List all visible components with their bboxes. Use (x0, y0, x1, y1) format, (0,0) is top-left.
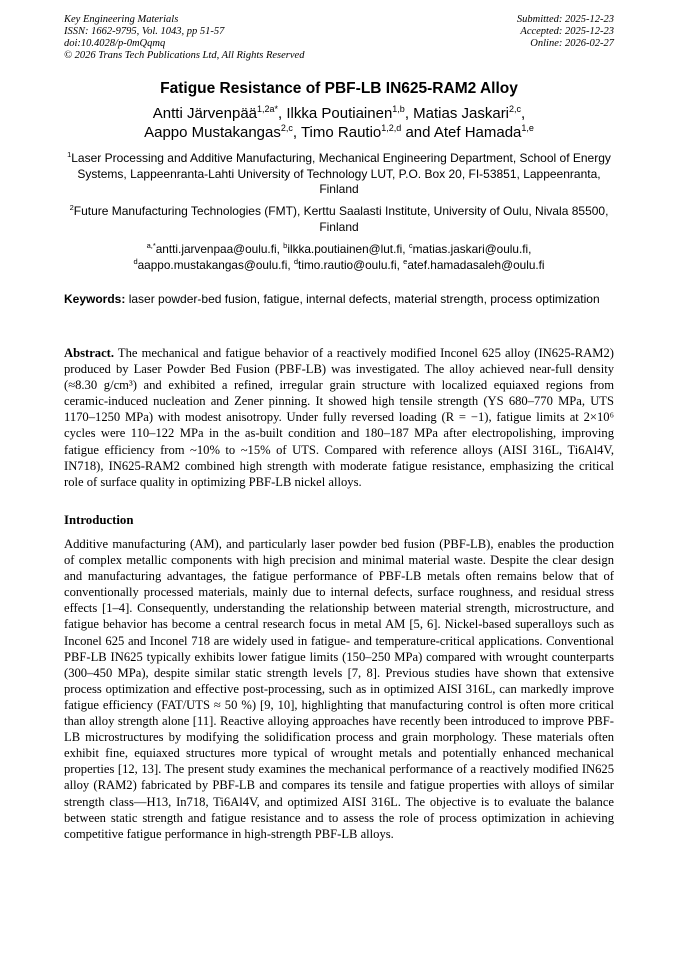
journal-issn: ISSN: 1662-9795, Vol. 1043, pp 51-57 (64, 26, 225, 37)
email-separator: , (402, 242, 409, 256)
email-address[interactable]: matias.jaskari@oulu.fi (412, 242, 529, 256)
email-separator: , (276, 242, 284, 256)
author-affiliation-mark: 2,c (280, 123, 293, 133)
email-separator: , (287, 258, 294, 272)
author-affiliation-mark: 1,e (521, 123, 534, 133)
email-mark: e (403, 257, 408, 266)
author-line-2 (144, 124, 534, 141)
affiliation-number: 1 (67, 150, 72, 159)
email-mark: a,* (146, 241, 156, 250)
author-separator: and (401, 124, 434, 141)
journal-name: Key Engineering Materials (64, 14, 179, 25)
email-address[interactable]: timo.rautio@oulu.fi (298, 258, 397, 272)
introduction-heading: Introduction (64, 513, 134, 527)
email-mark: b (283, 241, 288, 250)
email-address[interactable]: antti.jarvenpaa@oulu.fi (155, 242, 277, 256)
affiliation-text: Laser Processing and Additive Manufacturing, Mechanical Engineering Department, School of Energy Systems, Lappeenranta-Lahti University of Technology LUT, P.O. Box 20, FI-53851, Lappeenranta, Finland (71, 151, 611, 196)
abstract (64, 345, 614, 490)
author-name: Ilkka Poutiainen (286, 105, 393, 122)
keywords-text: laser powder-bed fusion, fatigue, internal defects, material strength, process optimization (128, 292, 600, 306)
author-name: Timo Rautio (300, 124, 382, 141)
author-separator: , (292, 124, 301, 141)
copyright-notice: © 2026 Trans Tech Publications Ltd, All Rights Reserved (64, 50, 305, 61)
author-list (64, 104, 614, 142)
author-name: Matias Jaskari (413, 105, 510, 122)
author-line-1 (153, 105, 525, 122)
author-affiliation-mark: 1,b (392, 104, 405, 114)
email-address[interactable]: ilkka.poutiainen@lut.fi (287, 242, 403, 256)
email-mark: c (408, 241, 413, 250)
author-affiliation-mark: 2,c (509, 104, 522, 114)
email-mark: d (133, 257, 138, 266)
affiliation-number: 2 (69, 203, 74, 212)
email-separator: , (528, 242, 532, 256)
online-date: Online: 2026-02-27 (530, 38, 614, 49)
author-affiliation-mark: 1,2,d (381, 123, 402, 133)
introduction-text: Additive manufacturing (AM), and particularly laser powder bed fusion (PBF-LB), enables the production of complex metallic components with high precision and minimal material waste. Despite the clear design and manufacturing advantages, the fatigue performance of PBF-LB metals often remains below that of conventionally processed materials, mainly due to internal defects, surface roughness, and residual stress effects [1–4]. Consequently, understanding the relationship between material strength, microstructure, and fatigue behavior has become a central research focus in metal AM [5, 6]. Nickel-based superalloys such as Inconel 625 and Inconel 718 are widely used in fatigue- and temperature-critical applications. Conventional PBF-LB IN625 typically exhibits lower fatigue limits (150–250 MPa) compared with wrought counterparts (300–450 MPa), despite similar static strength levels [7, 8]. Previous studies have shown that extensive process optimization and effective post-processing, such as in optimized AISI 316L, can markedly improve fatigue efficiency (FAT/UTS ≈ 50 %) [9, 10], highlighting that manufacturing control is often more critical than alloy strength alone [11]. Reactive alloying approaches have recently been introduced to improve PBF-LB microstructures by modifying the solidification process and grain morphology. These materials often exhibit fine, equiaxed structures more typical of wrought metals and potentially enhanced mechanical properties [12, 13]. The present study examines the mechanical performance of a reactively modified IN625 alloy (RAM2) fabricated by PBF-LB and compares its tensile and fatigue properties with alloys of similar strength class—H13, In718, Ti6Al4V, and optimized AISI 316L. The objective is to evaluate the balance between static strength and fatigue resistance and to assess the role of process optimization in achieving competitive fatigue performance in high-strength PBF-LB alloys. (64, 537, 614, 841)
author-name: Atef Hamada (433, 124, 522, 141)
abstract-text: The mechanical and fatigue behavior of a reactively modified Inconel 625 alloy (IN625-RAM2) produced by Laser Powder Bed Fusion (PBF-LB) was investigated. The alloy achieved near-full density (≈8.30 g/cm³) and exhibited a refined, irregular grain structure with localized equiaxed regions from ceramic-induced nucleation and Zener pinning. It showed high tensile strength (YS 680–770 MPa, UTS 1170–1250 MPa) with modest anisotropy. Under fully reversed loading (R = −1), fatigue limits at 2×10⁶ cycles were 110–122 MPa in the as-built condition and 180–187 MPa after electropolishing, improving fatigue efficiency from ~10% to ~15% of UTS. Compared with reference alloys (AISI 316L, Ti6Al4V, IN718), IN625-RAM2 combined high strength with moderate fatigue resistance, emphasizing the critical role of surface quality in optimizing PBF-LB nickel alloys. (64, 346, 614, 489)
affiliation-text: Future Manufacturing Technologies (FMT), Kerttu Saalasti Institute, University of Oulu, Nivala 85500, Finland (73, 204, 609, 234)
paper-title: Fatigue Resistance of PBF-LB IN625-RAM2 Alloy (160, 80, 518, 97)
affiliation-1 (64, 151, 614, 198)
email-line-1 (147, 242, 532, 256)
email-address[interactable]: atef.hamadasaleh@oulu.fi (407, 258, 545, 272)
author-separator: , (278, 105, 287, 122)
article-doi[interactable]: doi:10.4028/p-0mQqmq (64, 38, 166, 49)
abstract-label: Abstract. (64, 346, 115, 360)
keywords (64, 292, 614, 308)
header-right (517, 14, 614, 50)
email-address[interactable]: aappo.mustakangas@oulu.fi (137, 258, 288, 272)
author-name: Aappo Mustakangas (144, 124, 281, 141)
keywords-label: Keywords: (64, 292, 126, 306)
header-left (64, 14, 304, 62)
author-separator: , (521, 105, 526, 122)
email-separator: , (396, 258, 404, 272)
submitted-date: Submitted: 2025-12-23 (516, 14, 614, 25)
email-mark: d (293, 257, 299, 266)
accepted-date: Accepted: 2025-12-23 (520, 26, 614, 37)
author-separator: , (404, 105, 414, 122)
author-emails (64, 241, 614, 273)
author-name: Antti Järvenpää (152, 105, 258, 122)
email-line-2 (133, 258, 544, 272)
affiliation-2 (64, 204, 614, 235)
author-affiliation-mark: 1,2a* (257, 104, 279, 114)
